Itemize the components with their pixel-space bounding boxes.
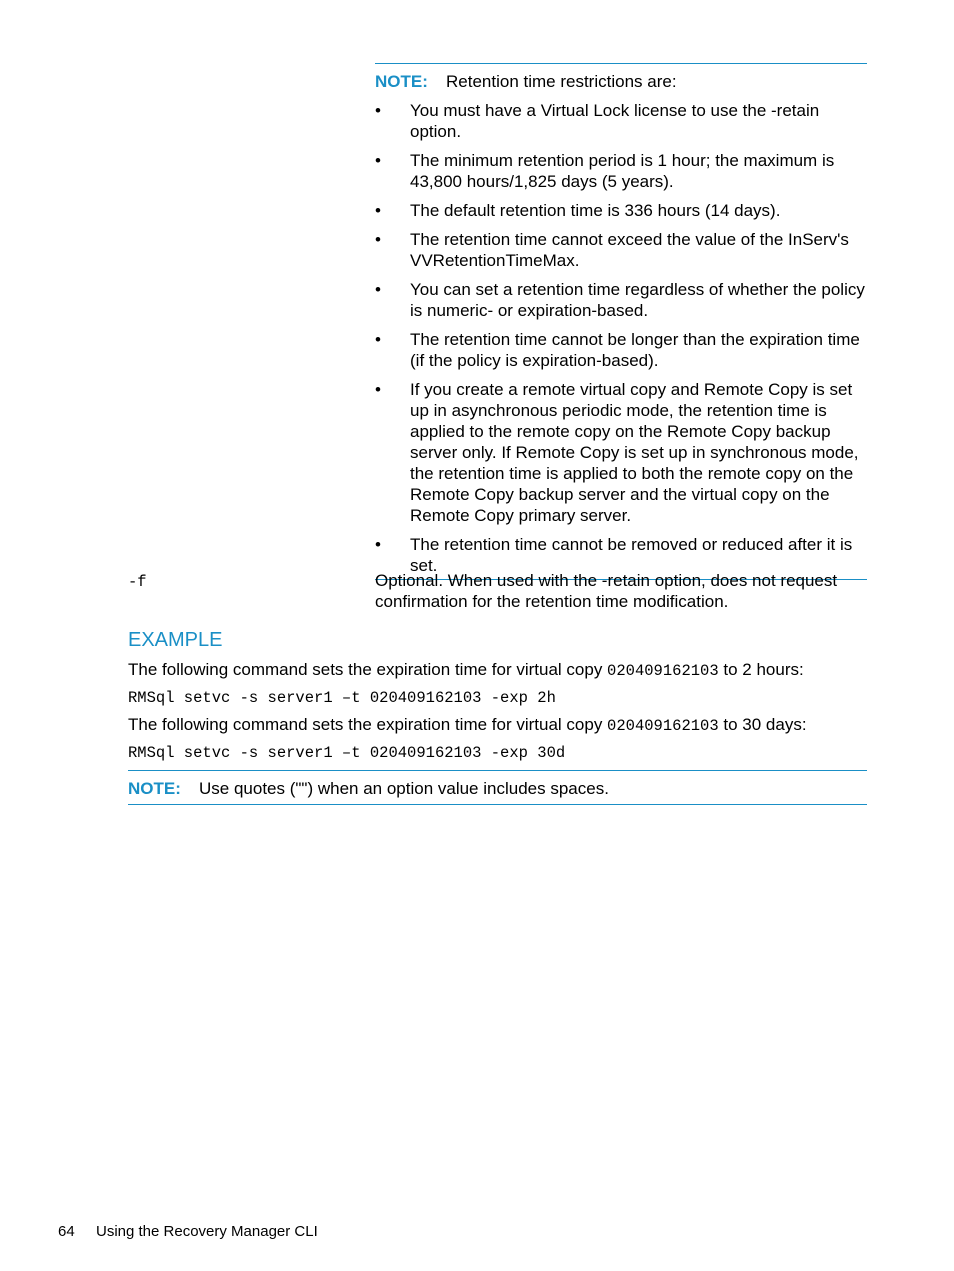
bullet-icon: • bbox=[375, 201, 381, 220]
example-paragraph-2 bbox=[128, 714, 867, 737]
inline-code: 020409162103 bbox=[607, 662, 719, 680]
note-text: Use quotes ("") when an option value includes spaces. bbox=[199, 779, 609, 798]
paragraph-text: to 2 hours: bbox=[718, 660, 804, 679]
list-item-text: The minimum retention period is 1 hour; the maximum is 43,800 hours/1,825 days (5 years). bbox=[410, 151, 835, 191]
option-description: Optional. When used with the -retain option, does not request confirmation for the retention time modification. bbox=[375, 571, 838, 611]
quotes-note bbox=[128, 770, 867, 805]
bullet-icon: • bbox=[375, 330, 381, 349]
list-item-text: You can set a retention time regardless of whether the policy is numeric- or expiration-based. bbox=[410, 280, 865, 320]
bullet-icon: • bbox=[375, 151, 381, 170]
page-number: 64 bbox=[58, 1223, 75, 1240]
list-item bbox=[375, 379, 867, 526]
list-item-text: The default retention time is 336 hours (14 days). bbox=[410, 201, 781, 220]
note-label: NOTE: bbox=[128, 779, 181, 798]
list-item bbox=[375, 200, 867, 221]
section-title: Using the Recovery Manager CLI bbox=[96, 1223, 318, 1240]
note-header bbox=[375, 71, 867, 92]
inline-code: 020409162103 bbox=[607, 717, 719, 735]
retention-restrictions-list bbox=[375, 100, 867, 576]
paragraph-text: The following command sets the expiration time for virtual copy bbox=[128, 660, 608, 679]
bullet-icon: • bbox=[375, 535, 381, 554]
paragraph-text: The following command sets the expiration time for virtual copy bbox=[128, 715, 608, 734]
example-heading: EXAMPLE bbox=[128, 629, 223, 651]
bullet-icon: • bbox=[375, 230, 381, 249]
page-footer bbox=[58, 1222, 318, 1242]
bullet-icon: • bbox=[375, 280, 381, 299]
retention-note bbox=[375, 63, 867, 580]
list-item bbox=[375, 150, 867, 192]
list-item bbox=[375, 329, 867, 371]
list-item-text: The retention time cannot be removed or reduced after it is set. bbox=[410, 535, 853, 575]
paragraph-text: to 30 days: bbox=[718, 715, 807, 734]
note-label: NOTE: bbox=[375, 72, 428, 91]
list-item bbox=[375, 229, 867, 271]
command-line-1: RMSql setvc -s server1 –t 020409162103 -exp 2h bbox=[128, 689, 556, 707]
list-item bbox=[375, 100, 867, 142]
bullet-icon: • bbox=[375, 101, 381, 120]
list-item bbox=[375, 279, 867, 321]
list-item-text: You must have a Virtual Lock license to use the -retain option. bbox=[410, 101, 820, 141]
command-line-2: RMSql setvc -s server1 –t 020409162103 -exp 30d bbox=[128, 744, 566, 762]
list-item-text: The retention time cannot be longer than the expiration time (if the policy is expiration-based). bbox=[410, 330, 860, 370]
list-item-text: The retention time cannot exceed the value of the InServ's VVRetentionTimeMax. bbox=[410, 230, 849, 270]
example-paragraph-1 bbox=[128, 659, 867, 682]
list-item-text: If you create a remote virtual copy and Remote Copy is set up in asynchronous periodic mode, the retention time is applied to the remote copy on the Remote Copy backup server only. If Remote Copy is set up in synchronous mode, the retention time is applied to both the remote copy on the Remote Copy backup server and the virtual copy on the Remote Copy primary server. bbox=[410, 380, 859, 525]
option-flag: -f bbox=[128, 573, 147, 591]
note-intro: Retention time restrictions are: bbox=[446, 72, 677, 91]
bullet-icon: • bbox=[375, 380, 381, 399]
